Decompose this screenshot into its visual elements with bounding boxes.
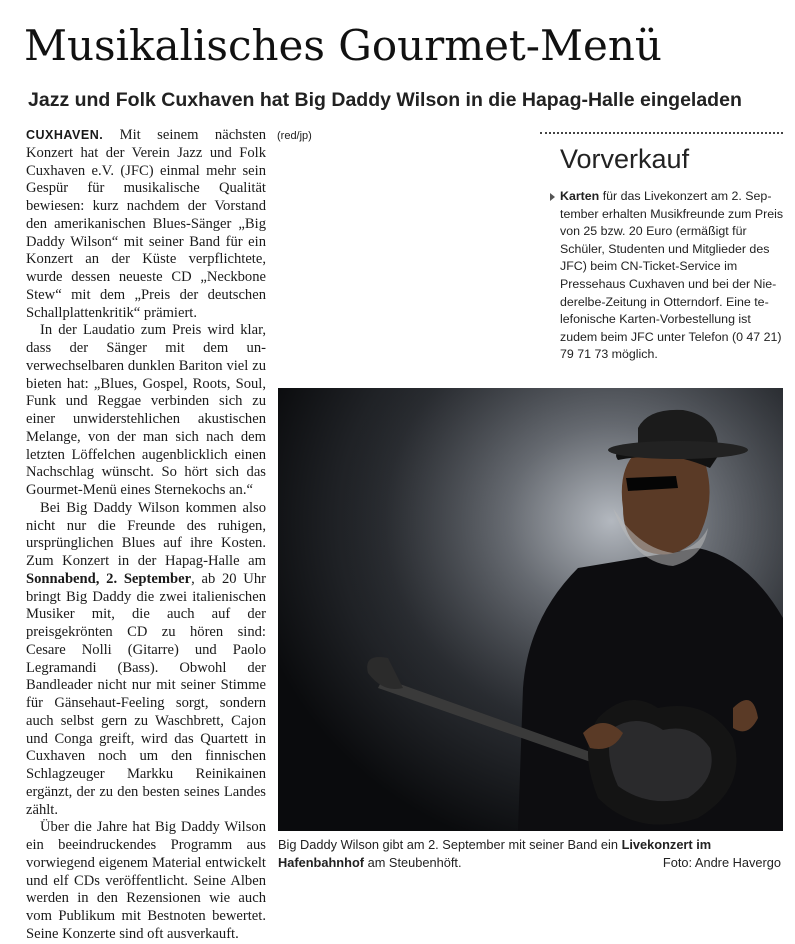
info-box-text [560,188,785,364]
event-date: Sonnabend, 2. September [26,570,192,587]
info-box-title: Vorverkauf [560,144,690,174]
photo-credit: Foto: Andre Havergo [662,855,781,870]
caption-highlight: Livekonzert im Hafenbahnhof [278,837,712,870]
paragraph-text: Über die Jahre hat Big Daddy Wilson ein beeindruckendes Programm aus vorwiegend eigenem Material entwickelt und elf CDs veröffentlicht. Seine Alben werden in den Rezensionen wie auch vom Publikum mit Bestnoten bewertet. Seine Konzerte sind oft ausverkauft. [26,819,266,942]
info-box-lead: Karten [560,189,600,203]
paragraph-text: Bei Big Daddy Wilson kommen also nicht nur die Freunde des ruhigen, ursprünglichen Blues auf ihre Kosten. Zum Konzert in der Hapag-Halle am [26,499,266,569]
paragraph-text: Mit seinem nächsten Konzert hat der Verein Jazz und Folk Cuxhaven e.V. (JFC) einmal mehr sein Gespür für musikalische Qualität bewiesen: kurz nachdem der Vorstand den amerikanischen Blues-Sänger „Big Daddy Wilson“ mit seiner Band für ein Konzert an der Küste verpflichtete, wurde dessen neueste CD „Neckbone Stew“ mit dem „Preis der deutschen Schallplattenkritik“ prämiert. [26,127,266,321]
photo-caption [278,836,783,872]
caption-text-end: am Steubenhöft. [364,855,462,870]
article-paragraph [26,127,266,322]
article-column-1 [26,127,266,944]
info-box [540,132,783,364]
bullet-arrow-icon [550,193,555,201]
byline: (red/jp) [277,130,312,142]
article-paragraph [277,127,520,146]
headline: Musikalisches Gourmet-Menü [24,21,662,70]
musician-with-guitar-image [278,388,783,831]
info-box-body: für das Livekonzert am 2. September erhalten Musikfreunde zum Preis von 25 bzw. 20 Euro (ermäßigt für Schüler, Studenten und Mitglieder des JFC) beim CN-Ticket-Service im Pressehaus Cuxhaven und bei der Niederelbe-Zeitung in Otterndorf. Eine telefonische Karten-Vorbestellung ist zudem beim JFC unter Telefon (0 47 21) 79 71 73 möglich. [560,189,784,362]
article-paragraph [26,500,266,820]
dotted-divider [540,132,783,134]
article-paragraph [26,819,266,943]
dateline: CUXHAVEN. [26,128,104,142]
subheadline: Jazz und Folk Cuxhaven hat Big Daddy Wilson in die Hapag-Halle eingeladen [28,89,742,111]
article-column-2 [277,127,520,146]
paragraph-text: , ab 20 Uhr bringt Big Daddy die zwei italienischen Musiker mit, die auch auf der preisgekrönten CD zu hören sind: Cesare Nolli (Gitarre) und Paolo Legramandi (Bass). Obwohl der Bandleader nicht nur mit seiner Stimme für Gänsehaut-Feeling sorgt, sondern auch selbst gern zu Waschbrett, Cajon und Conga greift, wird das Quartett in Cuxhaven noch um den finnischen Schlagzeuger Markku Reinikainen ergänzt, der zu den besten seines Landes zählt. [26,570,266,818]
concert-photo [278,388,783,831]
article-paragraph: In der Laudatio zum Preis wird klar, dass der Sänger mit dem unverwechselbaren dunklen Bariton viel zu bieten hat: „Blues, Gospel, Roots, Soul, Funk und Reggae verbinden sich zu einer unwiderstehlichen akustischen Melange, von der man sich nach dem letzten Löffelchen augenblicklich einen Nachschlag wünscht. So hört sich das Gourmet-Menü eines Sternekochs an.“ [26,322,266,498]
caption-text: Big Daddy Wilson gibt am 2. September mit seiner Band ein [278,837,622,852]
